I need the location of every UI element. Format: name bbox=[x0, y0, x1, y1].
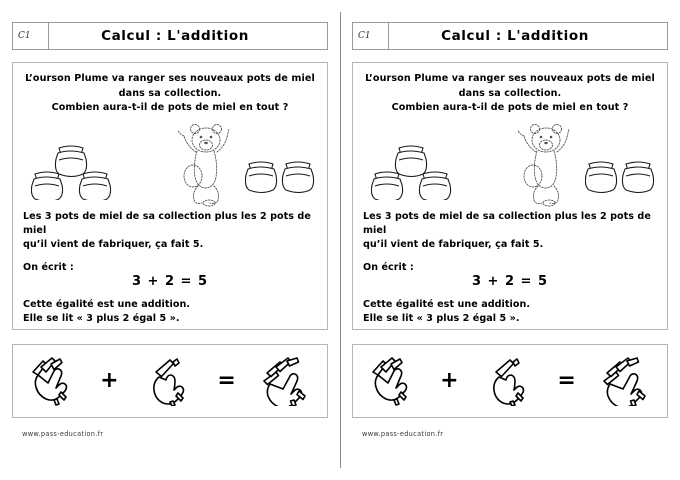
bear-cub-plume-icon bbox=[511, 120, 577, 208]
hand-three-fingers-icon bbox=[365, 356, 417, 406]
explanation-line-2: qu’il vient de fabriquer, ça fait 5. bbox=[23, 238, 204, 250]
conclusion-prefix: Cette égalité est une bbox=[23, 298, 142, 310]
conclusion-keyword: addition bbox=[141, 298, 187, 310]
equation: 3 + 2 = 5 bbox=[471, 273, 549, 289]
intro-line-1: L’ourson Plume va ranger ses nouveaux pots de miel bbox=[25, 73, 315, 84]
intro-line-1: L’ourson Plume va ranger ses nouveaux pots de miel bbox=[365, 73, 655, 84]
intro-line-2: dans sa collection. bbox=[458, 87, 562, 99]
hand-three-fingers-icon bbox=[25, 356, 77, 406]
intro-line-2: dans sa collection. bbox=[118, 87, 222, 99]
plus-operator: + bbox=[100, 368, 119, 393]
conclusion-prefix: Cette égalité est une bbox=[363, 298, 482, 310]
reading-line: Elle se lit « 3 plus 2 égal 5 ». bbox=[363, 312, 520, 324]
two-honey-pots-icon bbox=[585, 160, 657, 196]
hand-two-fingers-icon bbox=[482, 356, 534, 406]
footer-url: www.pass-education.fr bbox=[362, 430, 444, 438]
bear-cub-plume-icon bbox=[171, 120, 237, 208]
on-ecrit-label: On écrit : bbox=[23, 261, 74, 273]
explanation-text bbox=[363, 210, 657, 326]
page-title: Calcul : L'addition bbox=[101, 28, 249, 44]
hand-five-fingers-icon bbox=[599, 356, 655, 406]
equals-operator: = bbox=[557, 368, 576, 393]
explanation-text bbox=[23, 210, 317, 326]
three-honey-pots-icon bbox=[371, 138, 457, 200]
worksheet-panel-right bbox=[340, 0, 680, 480]
header-box bbox=[352, 22, 668, 50]
page-title: Calcul : L'addition bbox=[441, 28, 589, 44]
explanation-line-2: qu’il vient de fabriquer, ça fait 5. bbox=[363, 238, 544, 250]
hands-illustration-box bbox=[352, 344, 668, 418]
reading-line: Elle se lit « 3 plus 2 égal 5 ». bbox=[23, 312, 180, 324]
three-honey-pots-icon bbox=[31, 138, 117, 200]
header-box bbox=[12, 22, 328, 50]
header-code: C1 bbox=[353, 23, 389, 49]
conclusion-suffix: . bbox=[186, 298, 191, 310]
conclusion-suffix: . bbox=[526, 298, 531, 310]
intro-line-3: Combien aura-t-il de pots de miel en tout ? bbox=[391, 102, 629, 113]
intro-line-3: Combien aura-t-il de pots de miel en tout ? bbox=[51, 102, 289, 113]
illustration-area bbox=[23, 118, 317, 210]
hand-five-fingers-icon bbox=[259, 356, 315, 406]
explanation-line-1: Les 3 pots de miel de sa collection plus les 2 pots de miel bbox=[23, 210, 311, 236]
on-ecrit-label: On écrit : bbox=[363, 261, 414, 273]
intro-question bbox=[23, 72, 317, 116]
equation: 3 + 2 = 5 bbox=[131, 273, 209, 289]
conclusion-line bbox=[23, 298, 317, 312]
equals-operator: = bbox=[217, 368, 236, 393]
two-honey-pots-icon bbox=[245, 160, 317, 196]
explanation-line-1: Les 3 pots de miel de sa collection plus les 2 pots de miel bbox=[363, 210, 651, 236]
conclusion-keyword: addition bbox=[481, 298, 527, 310]
intro-question bbox=[363, 72, 657, 116]
hands-illustration-box bbox=[12, 344, 328, 418]
hand-two-fingers-icon bbox=[142, 356, 194, 406]
lesson-box bbox=[12, 62, 328, 330]
lesson-box bbox=[352, 62, 668, 330]
header-code: C1 bbox=[13, 23, 49, 49]
illustration-area bbox=[363, 118, 657, 210]
footer-url: www.pass-education.fr bbox=[22, 430, 104, 438]
plus-operator: + bbox=[440, 368, 459, 393]
conclusion-line bbox=[363, 298, 657, 312]
